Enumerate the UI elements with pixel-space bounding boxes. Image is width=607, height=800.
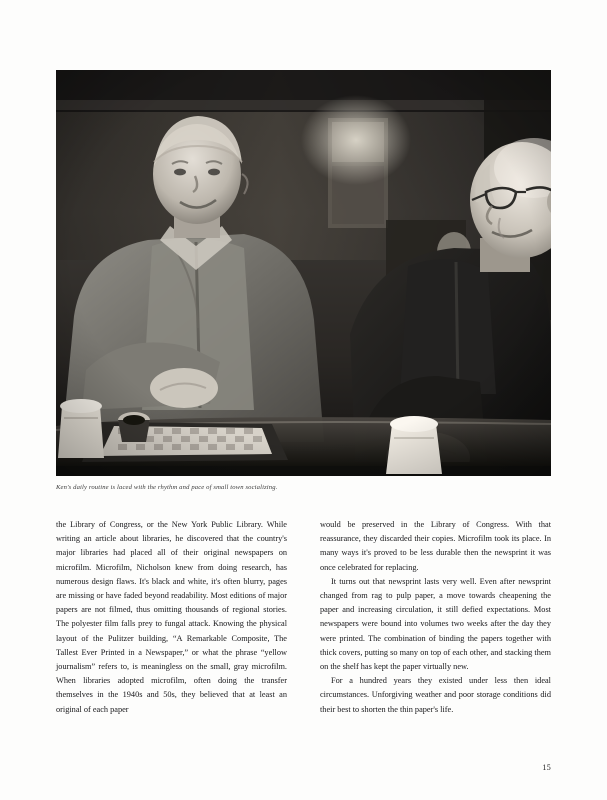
photo-caption: Ken's daily routine is laced with the rhythm and pace of small town socializing. — [56, 484, 278, 491]
left-column — [56, 518, 287, 717]
right-column — [320, 518, 551, 717]
paragraph: For a hundred years they existed under less then ideal circumstances. Unforgiving weather and poor storage conditions did their best to shorten the thin paper's life. — [320, 676, 551, 714]
paragraph: would be preserved in the Library of Congress. With that reassurance, they discarded their copies. Microfilm took its place. In many ways it's proved to be less durable then the newsprint it was once celebrated for replacing. — [320, 520, 551, 572]
paragraph: It turns out that newsprint lasts very well. Even after newsprint changed from rag to pulp paper, a move towards cheapening the paper and increasing circulation, it still defied expectations. Most newspapers were bound into volumes two weeks after the day they were printed. The combination of binding the papers together with thick covers, putting so many on top of each other, and stacking them on the shelf has kept the paper virtually new. — [320, 576, 551, 672]
page-number: 15 — [542, 763, 551, 772]
paragraph: the Library of Congress, or the New York Public Library. While writing an article about libraries, he discovered that the country's major libraries had placed all of their original newspapers on microfilm. Microfilm, Nicholson knew from doing research, has numerous design flaws. It's black and white, it's often blurry, pages are missing or have faded beyond readability. Most editions of major papers are not filmed, thus omitting thousands of regional stories. The polyester film falls prey to fungal attack. Knowing the physical layout of the Pulitzer building, “A Remarkable Composite, The Tallest Ever Printed in a Newspaper,” or what the phrase “yellow journalism” refers to, is meaningless on the small, gray microfilm. When libraries adopted microfilm, often doing the transfer themselves in the 1940s and 50s, they believed that at least an original of each paper — [56, 520, 287, 714]
diner-photograph — [56, 70, 551, 476]
body-columns — [56, 518, 551, 717]
photograph-artwork — [56, 70, 551, 476]
photograph-block — [56, 70, 551, 476]
